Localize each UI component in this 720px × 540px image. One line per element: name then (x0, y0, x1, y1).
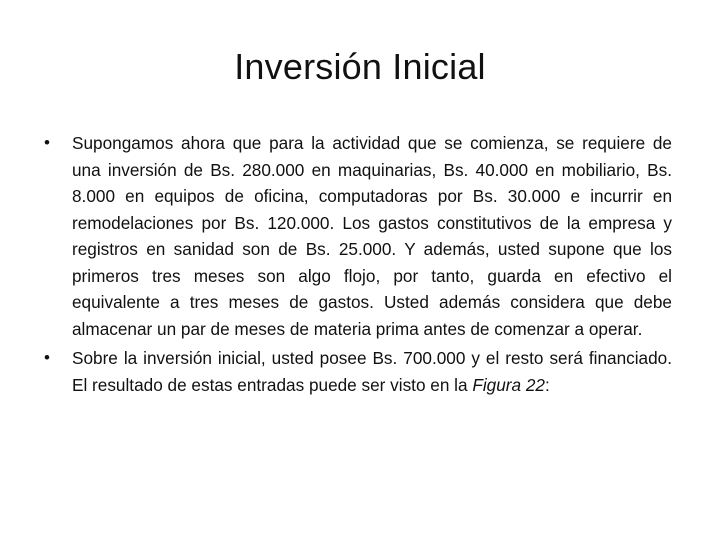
figure-reference: Figura 22 (472, 374, 545, 395)
bullet-text: Supongamos ahora que para la actividad que se comienza, se requiere de una inversión de Bs. 280.000 en maquinarias, Bs. 40.000 en mobiliario, Bs. 8.000 en equipos de oficina, computadoras por Bs. 30.000 e incurrir en remodelaciones por Bs. 120.000. Los gastos constitutivos de la empresa y registros en sanidad son de Bs. 25.000. Y además, usted supone que los primeros tres meses son algo flojo, por tanto, guarda en efectivo el equivalente a tres meses de gastos. Usted además considera que debe almacenar un par de meses de materia prima antes de comenzar a operar. (72, 133, 672, 339)
bullet-item-financing (36, 345, 672, 398)
bullet-text-end: : (544, 374, 550, 395)
bullet-text: Sobre la inversión inicial, usted posee Bs. 700.000 y el resto será financiado. El resultado de estas entradas puede ser visto en la (72, 348, 672, 395)
bullet-list (36, 130, 672, 401)
bullet-marker: • (44, 348, 50, 367)
bullet-item-investment-details (36, 130, 672, 342)
slide-title: Inversión Inicial (234, 46, 486, 87)
bullet-marker: • (44, 133, 50, 152)
